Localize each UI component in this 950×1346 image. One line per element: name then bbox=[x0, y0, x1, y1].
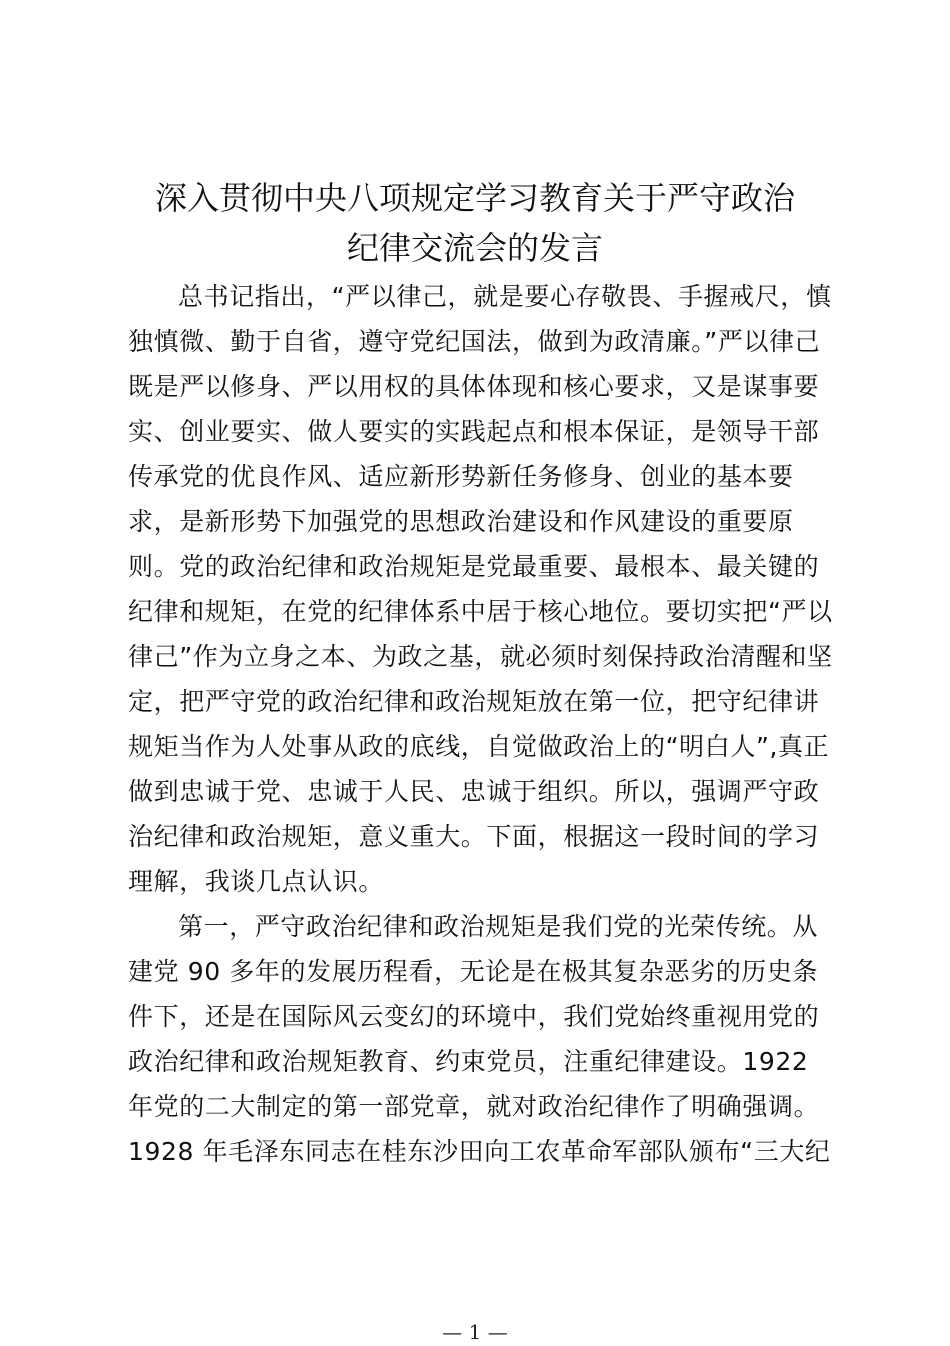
document-title-line: 纪律交流会的发言 bbox=[346, 229, 603, 267]
paragraph-line: 政治纪律和政治规矩教育、约束党员，注重纪律建设。1922 bbox=[128, 1047, 809, 1076]
paragraph-line: 规矩当作为人处事从政的底线，自觉做政治上的“明白人”,真正 bbox=[128, 732, 830, 761]
paragraph-line: 1928 年毛泽东同志在桂东沙田向工农革命军部队颁布“三大纪 bbox=[128, 1137, 831, 1166]
paragraph-line: 定，把严守党的政治纪律和政治规矩放在第一位，把守纪律讲 bbox=[128, 687, 820, 716]
paragraph-line: 件下，还是在国际风云变幻的环境中，我们党始终重视用党的 bbox=[128, 1002, 820, 1031]
paragraph-line: 年党的二大制定的第一部党章，就对政治纪律作了明确强调。 bbox=[128, 1092, 820, 1121]
paragraph-line: 传承党的优良作风、适应新形势新任务修身、创业的基本要 bbox=[128, 462, 794, 491]
paragraph-line: 既是严以修身、严以用权的具体体现和核心要求，又是谋事要 bbox=[128, 372, 820, 401]
page-number: — 1 — bbox=[442, 1320, 508, 1344]
paragraph-line: 律己”作为立身之本、为政之基，就必须时刻保持政治清醒和坚 bbox=[128, 642, 833, 671]
paragraph-line: 总书记指出，“严以律己，就是要心存敬畏、手握戒尺，慎 bbox=[178, 282, 832, 311]
paragraph-line: 第一，严守政治纪律和政治规矩是我们党的光荣传统。从 bbox=[178, 912, 819, 941]
paragraph-line: 治纪律和政治规矩，意义重大。下面，根据这一段时间的学习 bbox=[128, 822, 820, 851]
paragraph-line: 实、创业要实、做人要实的实践起点和根本保证，是领导干部 bbox=[128, 417, 820, 446]
paragraph-line: 则。党的政治纪律和政治规矩是党最重要、最根本、最关键的 bbox=[128, 552, 820, 581]
paragraph-line: 独慎微、勤于自省，遵守党纪国法，做到为政清廉。”严以律己 bbox=[128, 327, 821, 356]
document-title-line: 深入贯彻中央八项规定学习教育关于严守政治 bbox=[154, 179, 795, 217]
paragraph-line: 建党 90 多年的发展历程看，无论是在极其复杂恶劣的历史条 bbox=[128, 957, 819, 986]
paragraph-line: 求，是新形势下加强党的思想政治建设和作风建设的重要原 bbox=[128, 507, 794, 536]
paragraph-line: 理解，我谈几点认识。 bbox=[128, 867, 385, 896]
paragraph-line: 纪律和规矩，在党的纪律体系中居于核心地位。要切实把“严以 bbox=[128, 597, 833, 626]
paragraph-line: 做到忠诚于党、忠诚于人民、忠诚于组织。所以，强调严守政 bbox=[128, 777, 820, 806]
